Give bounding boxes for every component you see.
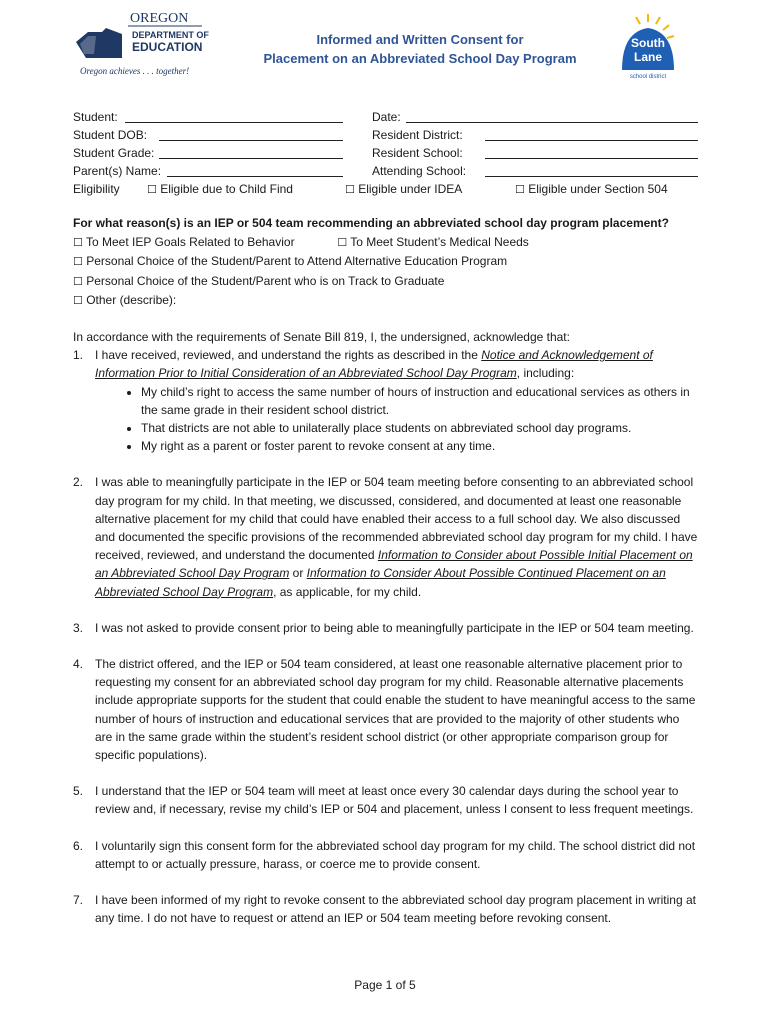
oregon-department-of-education-logo xyxy=(72,8,212,80)
item-number: 2. xyxy=(73,475,84,490)
bullet-item: • That districts are not able to unilaterally place students on abbreviated school day programs. xyxy=(141,419,698,437)
ack-item-5 xyxy=(73,782,698,818)
attending-school-input-line[interactable] xyxy=(485,163,698,177)
elig-504-label: Eligible under Section 504 xyxy=(528,182,668,196)
continued-placement-link[interactable]: Information to Consider About Possible Continued Placement on an Abbreviated School Day Program xyxy=(95,566,666,599)
checkbox-icon[interactable]: ☐ xyxy=(73,255,83,269)
resident-district-input-line[interactable] xyxy=(485,127,698,141)
svg-text:Oregon achieves . . . together: Oregon achieves . . . together! xyxy=(80,66,190,76)
checkbox-icon[interactable]: ☐ xyxy=(345,183,355,196)
elig-504-option[interactable] xyxy=(515,180,668,198)
bullet-item: • My right as a parent or foster parent to revoke consent at any time. xyxy=(141,437,698,455)
form-body xyxy=(73,214,698,946)
item-number: 7. xyxy=(73,893,84,908)
item-number: 1. xyxy=(73,348,84,363)
reason-other-label: Other (describe): xyxy=(86,292,177,307)
elig-child-find-label: Eligible due to Child Find xyxy=(160,182,293,196)
item-text: I voluntarily sign this consent form for the abbreviated school day program for my child. The school district did not attempt to or actually pressure, harass, or coerce me to provide consent. xyxy=(95,838,696,871)
student-grade-label: Student Grade: xyxy=(73,146,155,160)
rights-bullet-list xyxy=(95,383,698,456)
ack-item-6 xyxy=(73,837,698,873)
page-number: Page 1 of 5 xyxy=(354,978,416,992)
svg-text:EDUCATION: EDUCATION xyxy=(132,40,203,54)
reason-behavior-label: To Meet IEP Goals Related to Behavior xyxy=(86,235,295,250)
svg-text:school district: school district xyxy=(629,74,667,80)
student-dob-label: Student DOB: xyxy=(73,128,148,142)
student-grade-input-line[interactable] xyxy=(159,145,343,159)
ack-item-2 xyxy=(73,473,698,600)
svg-text:South: South xyxy=(631,36,665,50)
item-text: or xyxy=(289,566,307,581)
reason-graduate-option[interactable] xyxy=(73,272,698,291)
resident-district-label: Resident District: xyxy=(372,128,463,142)
reason-options xyxy=(73,233,698,310)
checkbox-icon[interactable]: ☐ xyxy=(337,236,348,250)
item-text: I have received, reviewed, and understand the rights as described in the xyxy=(95,348,482,363)
elig-idea-option[interactable] xyxy=(345,180,462,198)
checkbox-icon[interactable]: ☐ xyxy=(515,183,525,196)
date-label: Date: xyxy=(372,110,401,124)
notice-link[interactable]: Notice and Acknowledgement of Information Prior to Initial Consideration of an Abbreviated School Day Program xyxy=(95,348,653,381)
reason-medical-label: To Meet Student’s Medical Needs xyxy=(350,235,529,250)
item-number: 5. xyxy=(73,784,84,799)
reason-option-row xyxy=(73,233,698,252)
title-line-1: Informed and Written Consent for xyxy=(316,32,524,47)
svg-text:Lane: Lane xyxy=(633,50,663,64)
item-text: I was not asked to provide consent prior to being able to meaningfully participate in the IEP or 504 team meeting. xyxy=(95,620,694,635)
item-text: I have been informed of my right to revoke consent to the abbreviated school day program placement in writing at any time. I do not have to request or attend an IEP or 504 team meeting before revoking consent. xyxy=(95,893,696,926)
elig-idea-label: Eligible under IDEA xyxy=(358,182,463,196)
svg-text:OREGON: OREGON xyxy=(130,11,189,26)
acknowledgement-intro: In accordance with the requirements of Senate Bill 819, I, the undersigned, acknowledge that: xyxy=(73,330,570,345)
student-dob-input-line[interactable] xyxy=(159,127,343,141)
resident-school-label: Resident School: xyxy=(372,146,463,160)
item-text: , as applicable, for my child. xyxy=(273,584,422,599)
ack-item-4 xyxy=(73,655,698,764)
south-lane-school-district-logo xyxy=(612,10,684,82)
reason-behavior-option[interactable] xyxy=(73,235,298,249)
form-title xyxy=(230,30,610,68)
student-input-line[interactable] xyxy=(125,109,343,123)
date-input-line[interactable] xyxy=(406,109,698,123)
svg-text:DEPARTMENT OF: DEPARTMENT OF xyxy=(132,30,209,40)
checkbox-icon[interactable]: ☐ xyxy=(73,293,83,307)
item-number: 3. xyxy=(73,620,84,635)
attending-school-label: Attending School: xyxy=(372,164,467,178)
acknowledgement-list xyxy=(73,346,698,927)
reason-medical-option[interactable] xyxy=(337,235,529,249)
student-label: Student: xyxy=(73,110,118,124)
elig-child-find-option[interactable] xyxy=(147,180,293,198)
item-text: , including: xyxy=(516,366,575,381)
item-text: I understand that the IEP or 504 team will meet at least once every 30 calendar days during the school year to review and, if necessary, revise my child’s IEP or 504 and placement, unless I consent to less frequent meetings. xyxy=(95,784,694,817)
item-number: 6. xyxy=(73,838,84,853)
title-line-2: Placement on an Abbreviated School Day Program xyxy=(263,51,577,66)
reason-alt-education-label: Personal Choice of the Student/Parent to Attend Alternative Education Program xyxy=(86,254,508,269)
item-number: 4. xyxy=(73,657,84,672)
ack-item-1 xyxy=(73,346,698,455)
item-text: I was able to meaningfully participate in the IEP or 504 team meeting before consenting to an abbreviated school day program for my child. In that meeting, we discussed, considered, and documented at least one reasonable alternative placement for my child that could have enabled their access to a full school day. We also discussed and documented the specific provisions of the recommended abbreviated school day program for my child. I have received, reviewed, and understand the documented xyxy=(95,475,698,563)
initial-placement-link[interactable]: Information to Consider about Possible Initial Placement on an Abbreviated School Day Program xyxy=(95,548,693,581)
checkbox-icon[interactable]: ☐ xyxy=(147,183,157,196)
reasons-question: For what reason(s) is an IEP or 504 team recommending an abbreviated school day program placement? xyxy=(73,216,669,230)
parents-name-label: Parent(s) Name: xyxy=(73,164,162,178)
resident-school-input-line[interactable] xyxy=(485,145,698,159)
ack-item-7 xyxy=(73,891,698,927)
reason-alt-education-option[interactable] xyxy=(73,252,698,271)
bullet-item: • My child’s right to access the same number of hours of instruction and educational services as others in the same grade in their resident school district. xyxy=(141,383,698,419)
checkbox-icon[interactable]: ☐ xyxy=(73,236,83,250)
reason-other-option[interactable] xyxy=(73,291,698,310)
eligibility-label: Eligibility xyxy=(73,182,120,196)
parents-name-input-line[interactable] xyxy=(167,163,343,177)
checkbox-icon[interactable]: ☐ xyxy=(73,274,83,288)
ack-item-3 xyxy=(73,619,698,637)
reason-graduate-label: Personal Choice of the Student/Parent who is on Track to Graduate xyxy=(86,273,445,288)
item-text: The district offered, and the IEP or 504 team considered, at least one reasonable alternative placement prior to requesting my consent for an abbreviated school day program for my child. Reasonable alternative placements include appropriate supports for the student that could enable the student to have meaningful access to the same number of hours of instruction and educational services that are provided to the majority of other students who are in the same grade within the student’s resident school district (or other appropriate comparison group for specific populations). xyxy=(95,657,696,763)
